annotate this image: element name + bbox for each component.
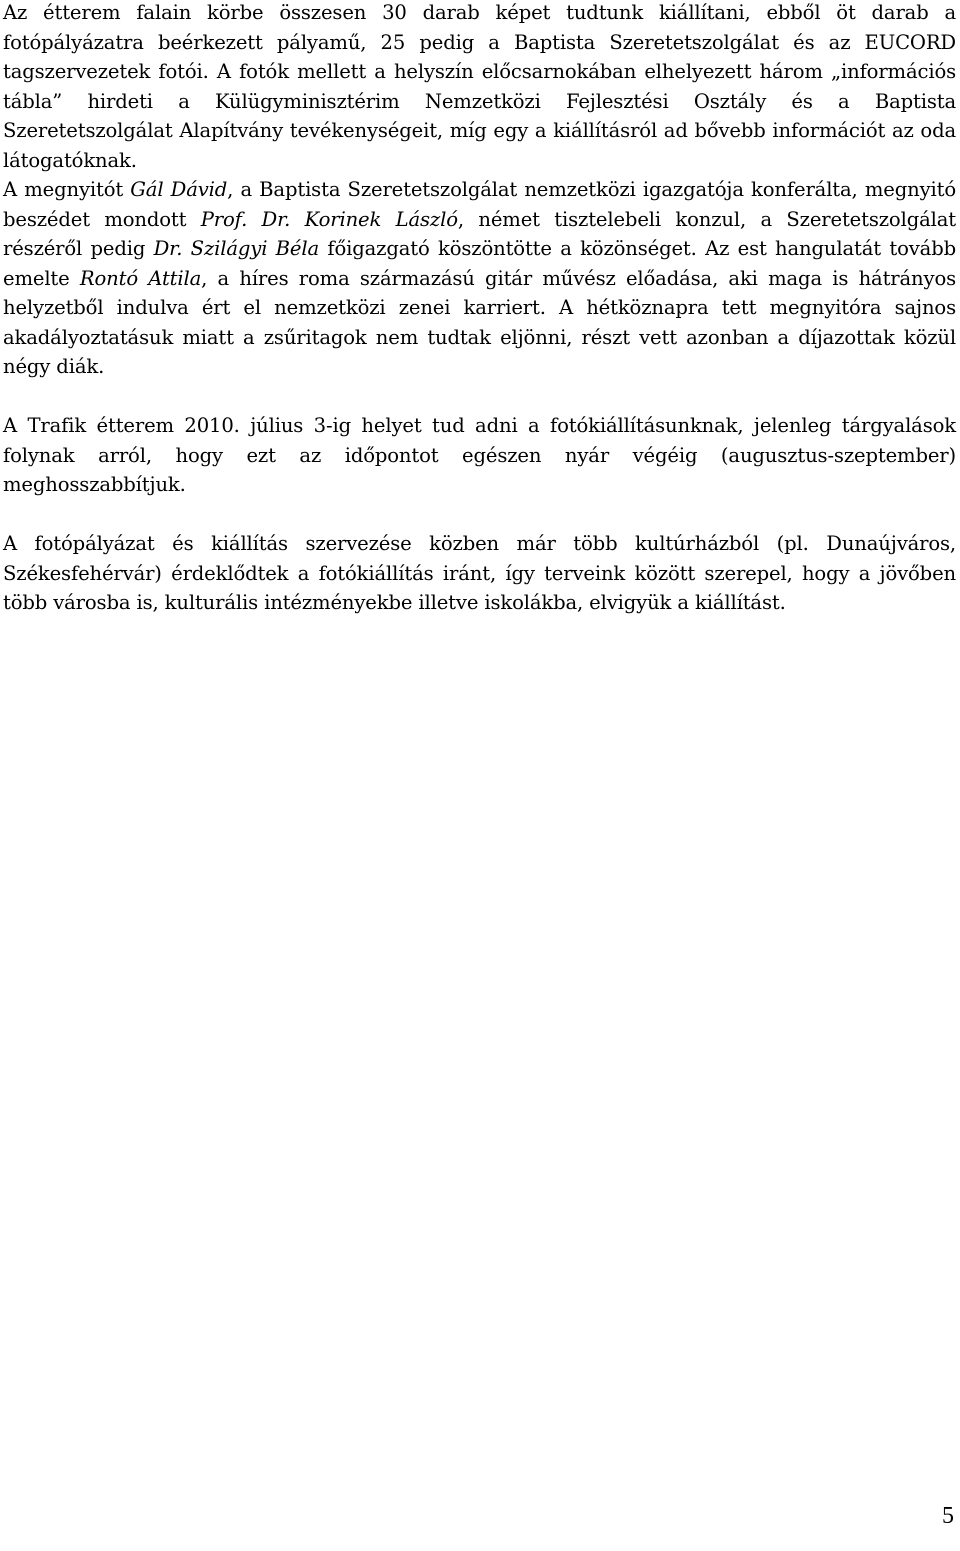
paragraph-exhibition-duration	[3, 411, 956, 500]
text-run: , a Baptista Szeretetszolgálat nemzetközi igazgatója konferálta, megnyitó beszédet mondott	[3, 178, 956, 231]
paragraph-text: Az étterem falain körbe összesen 30 darab képet tudtunk kiállítani, ebből öt darab a fotópályázatra beérkezett pályamű, 25 pedig a Baptista Szeretetszolgálat és az EUCORD tagszervezetek fotói. A fotók mellett a helyszín előcsarnokában elhelyezett három „információs tábla” hirdeti a Külügyminisztérim Nemzetközi Fejlesztési Osztály és a Baptista Szeretetszolgálat Alapítvány tevékenységeit, míg egy a kiállításról ad bővebb információt az oda látogatóknak.	[3, 1, 956, 172]
paragraph-future-plans	[3, 529, 956, 618]
paragraph-text: A Trafik étterem 2010. július 3-ig helyet tud adni a fotókiállításunknak, jelenleg tárgyalások folynak arról, hogy ezt az időpontot egészen nyár végéig (augusztus-szeptember) meghosszabbítjuk.	[3, 414, 956, 496]
person-name-gal-david: Gál Dávid	[130, 178, 228, 201]
person-name-szilagyi-bela: Dr. Szilágyi Béla	[153, 237, 320, 260]
person-name-ronto-attila: Rontó Attila	[79, 266, 202, 290]
text-run: , a híres roma származású gitár művész előadása, aki maga is hátrányos helyzetből indulva ért el nemzetközi zenei karriert. A hétköznapra tett megnyitóra sajnos akadályoztatásuk miatt a zsűritagok nem tudtak eljönni, részt vett azonban a díjazottak közül négy diák.	[3, 266, 956, 378]
page-number: 5	[942, 1503, 954, 1529]
text-run: főigazgató köszöntötte a közönséget. Az est hangulatát tovább emelte	[3, 237, 956, 290]
paragraph-exhibition-intro	[3, 0, 956, 175]
person-name-korinek-laszlo: Prof. Dr. Korinek László	[200, 207, 458, 231]
body-text	[3, 0, 956, 618]
text-run: A megnyitót	[3, 178, 131, 201]
paragraph-opening-ceremony	[3, 175, 956, 382]
text-run: , német tisztelebeli konzul, a Szeretetszolgálat részéről pedig	[3, 207, 956, 260]
paragraph-text: A fotópályázat és kiállítás szervezése közben már több kultúrházból (pl. Dunaújváros, Székesfehérvár) érdeklődtek a fotókiállítás iránt, így terveink között szerepel, hogy a jövőben több városba is, kulturális intézményekbe illetve iskolákba, elvigyük a kiállítást.	[3, 532, 956, 614]
